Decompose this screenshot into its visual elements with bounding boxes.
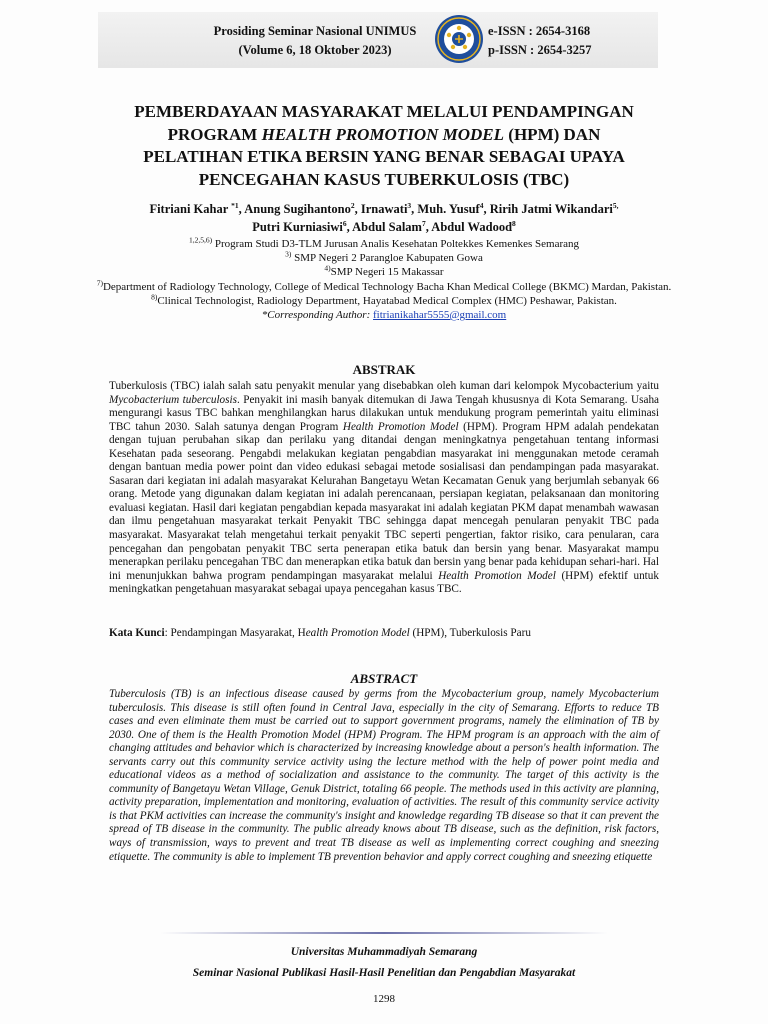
title-line-2-pre: PROGRAM [167,124,262,144]
author: Anung Sugihantono [244,202,351,216]
abstrak-italic: Mycobacterium tuberculosis [109,393,237,406]
keywords-text: : Pendampingan Masyarakat, H [164,627,306,639]
affiliation [80,251,688,265]
keywords [109,627,659,641]
affiliations [80,237,688,322]
proceedings-info [200,22,430,60]
corresponding-author [80,308,688,322]
author-sep: , [238,202,245,216]
abstrak-text: Tuberkulosis (TBC) ialah salah satu penyakit menular yang disebabkan oleh kuman dari kelompok Mycobacterium yaitu [109,380,659,392]
university-logo [434,14,484,64]
affiliation-sup: 4) [324,263,331,273]
affiliation-text: Program Studi D3-TLM Jurusan Analis Kesehatan Poltekkes Kemenkes Semarang [212,238,580,250]
title-line-2-italic: HEALTH PROMOTION MODEL [261,124,505,144]
abstract-heading: ABSTRACT [350,671,418,686]
title-line-1: PEMBERDAYAAN MASYARAKAT MELALUI PENDAMPINGAN [134,102,634,121]
abstrak-italic: Health Promotion Model [438,569,556,582]
abstrak-body [109,380,659,597]
abstrak-text: (HPM). Program HPM adalah pendekatan dengan tujuan perubahan sikap dan perilaku yang ditandai dengan meningkatnya pengetahuan tentang informasi Kesehatan pada seseorang. Pengabdi melakukan kegiatan pengabdian masyarakat ini menggunakan metode ceramah dengan bantuan media power point dan video edukasi sebagai metode sosialisasi dan pendampingan pada masyarakat. Sasaran dari kegiatan ini adalah masyarakat Kelurahan Bangetayu Wetan Kecamatan Genuk yang berjumlah sebanyak 66 orang. Metode yang digunakan dalam kegiatan ini adalah perencanaan, persiapan kegiatan, pelaksanaan dan monitoring evaluasi kegiatan. Hasil dari kegiatan pengabdian kepada masyarakat ini adalah kegiatan PKM dapat menambah wawasan dan ilmu pengetahuan masyarakat terkait Penyakit TBC sehingga dapat mencegah penularan penyakit TBC pada masyarakat. Masyarakat telah mengetahui terkait penyakit TBC seperti pengertian, faktor risiko, cara penularan, cara pencegahan dan pengobatan penyakit TBC serta penerapan etika batuk dan bersin yang benar. Masyarakat mampu menerapkan perilaku pencegahan TBC dan menerapkan etika batuk dan bersin yang benar pada kehidupan sehari-hari. Hal ini menunjukkan bahwa program pendampingan masyarakat melalui [109,420,659,582]
page-number: 1298 [373,993,395,1005]
author-sup: 5, [612,200,619,210]
affiliation [80,277,688,294]
author-sup: 7 [421,218,426,228]
affiliation [80,294,688,308]
author-sep: , [346,220,353,234]
author-sep: , [425,220,432,234]
proceedings-volume: (Volume 6, 18 Oktober 2023) [238,43,392,57]
abstrak-italic: Health Promotion Model [342,420,459,433]
author-sup: 3 [407,200,412,210]
affiliation-text: Clinical Technologist, Radiology Department, Hayatabad Medical Complex (HMC) Peshawar, Pakistan. [157,294,617,307]
author-sep: , [411,202,418,216]
author: Ririh Jatmi Wikandari [489,202,613,216]
author: Abdul Wadood [431,220,513,234]
e-issn: e-ISSN : 2654-3168 [488,24,591,38]
corresponding-label: *Corresponding Author: [261,309,371,322]
affiliation [80,265,688,279]
affiliation-text: Department of Radiology Technology, College of Medical Technology Bacha Khan Medical College (BKMC) Mardan, Pakistan. [102,280,672,293]
abstrak-text: . Penyakit ini masih banyak ditemukan di Jawa Tengah khususnya di Kota Semarang. Usaha mengurangi kasus TBC bahkan menghilangkan harus dilakukan untuk mendukung program pemerintah yaitu eliminasi TBC tahun 2030. Salah satunya dengan Program [109,393,660,433]
abstrak-text: (HPM) efektif untuk meningkatkan pengetahuan masyarakat sebagai upaya pencegahan kasus TBC. [109,569,659,596]
author: Abdul Salam [352,220,422,234]
footer-university: Universitas Muhammadiyah Semarang [290,946,478,958]
author: Irnawati [360,202,408,216]
keywords-italic: ealth Promotion Model [305,627,410,639]
affiliation [80,237,688,251]
author-list [80,200,688,236]
affiliation-sup: 1,2,5,6) [188,235,213,245]
keywords-label: Kata Kunci [109,627,165,639]
affiliation-sup: 8) [151,292,158,302]
author-sep: , [354,202,361,216]
email-link[interactable]: fitrianikahar5555@gmail.com [373,309,507,322]
author-sup: 8 [512,218,516,228]
keywords-text: (HPM), Tuberkulosis Paru [409,627,531,639]
footer-divider [160,932,608,934]
title-line-4: PENCEGAHAN KASUS TUBERKULOSIS (TBC) [198,169,570,189]
author-sup: 4 [479,200,484,210]
title-line-2-post: (HPM) DAN [504,124,601,144]
proceedings-name: Prosiding Seminar Nasional UNIMUS [213,24,417,38]
author: Fitriani Kahar [149,202,232,216]
abstract-body: Tuberculosis (TB) is an infectious disease caused by germs from the Mycobacterium group, namely Mycobacterium tuberculosis. This disease is still often found in Central Java, especially in the city of Semarang. Efforts to reduce TB cases and even eliminate them must be carried out to support government programs, namely the elimination of TB by 2030. One of them is the Health Promotion Model (HPM) Program. The HPM program is an approach with the aim of changing attitudes and behavior which is characterized by increasing knowledge about a person's health information. The servants carry out this community service activity using the lecture method with the help of power point media and educational videos as a method of socialization and assistance to the community. The target of this activity is the community of Bangetayu Wetan Village, Genuk District, totaling 66 people. The methods used in this activity are planning, activity preparation, implementation and monitoring, evaluation of activities. The result of this community service activity is that PKM activities can increase the community's insight and knowledge regarding TB disease so that it can prevent the spread of TB disease in the community. The public already knows about TB disease, such as the definition, risk factors, ways of transmission, ways to prevent and treat TB disease as well as implementing correct coughing and sneezing etiquette. The community is able to implement TB prevention behavior and apply correct coughing and sneezing etiquette [109,688,659,863]
abstrak-heading: ABSTRAK [352,362,416,377]
affiliation-text: SMP Negeri 2 Parangloe Kabupaten Gowa [291,252,483,265]
affiliation-sup: 3) [285,249,292,259]
author-sup: 6 [342,218,347,228]
paper-title [80,101,688,191]
footer-seminar: Seminar Nasional Publikasi Hasil-Hasil Penelitian dan Pengabdian Masyarakat [192,967,576,979]
issn-info [488,22,638,60]
author-sup: 2 [350,200,355,210]
p-issn: p-ISSN : 2654-3257 [488,43,592,57]
affiliation-text: SMP Negeri 15 Makassar [330,266,444,279]
affiliation-sup: 7) [96,277,103,287]
author: Muh. Yusuf [417,202,480,216]
title-line-3: PELATIHAN ETIKA BERSIN YANG BENAR SEBAGAI UPAYA [143,147,625,166]
author-sup: *1 [231,200,239,210]
footer [80,942,688,984]
author-sep: , [483,202,490,216]
author: Putri Kurniasiwi [252,220,343,234]
